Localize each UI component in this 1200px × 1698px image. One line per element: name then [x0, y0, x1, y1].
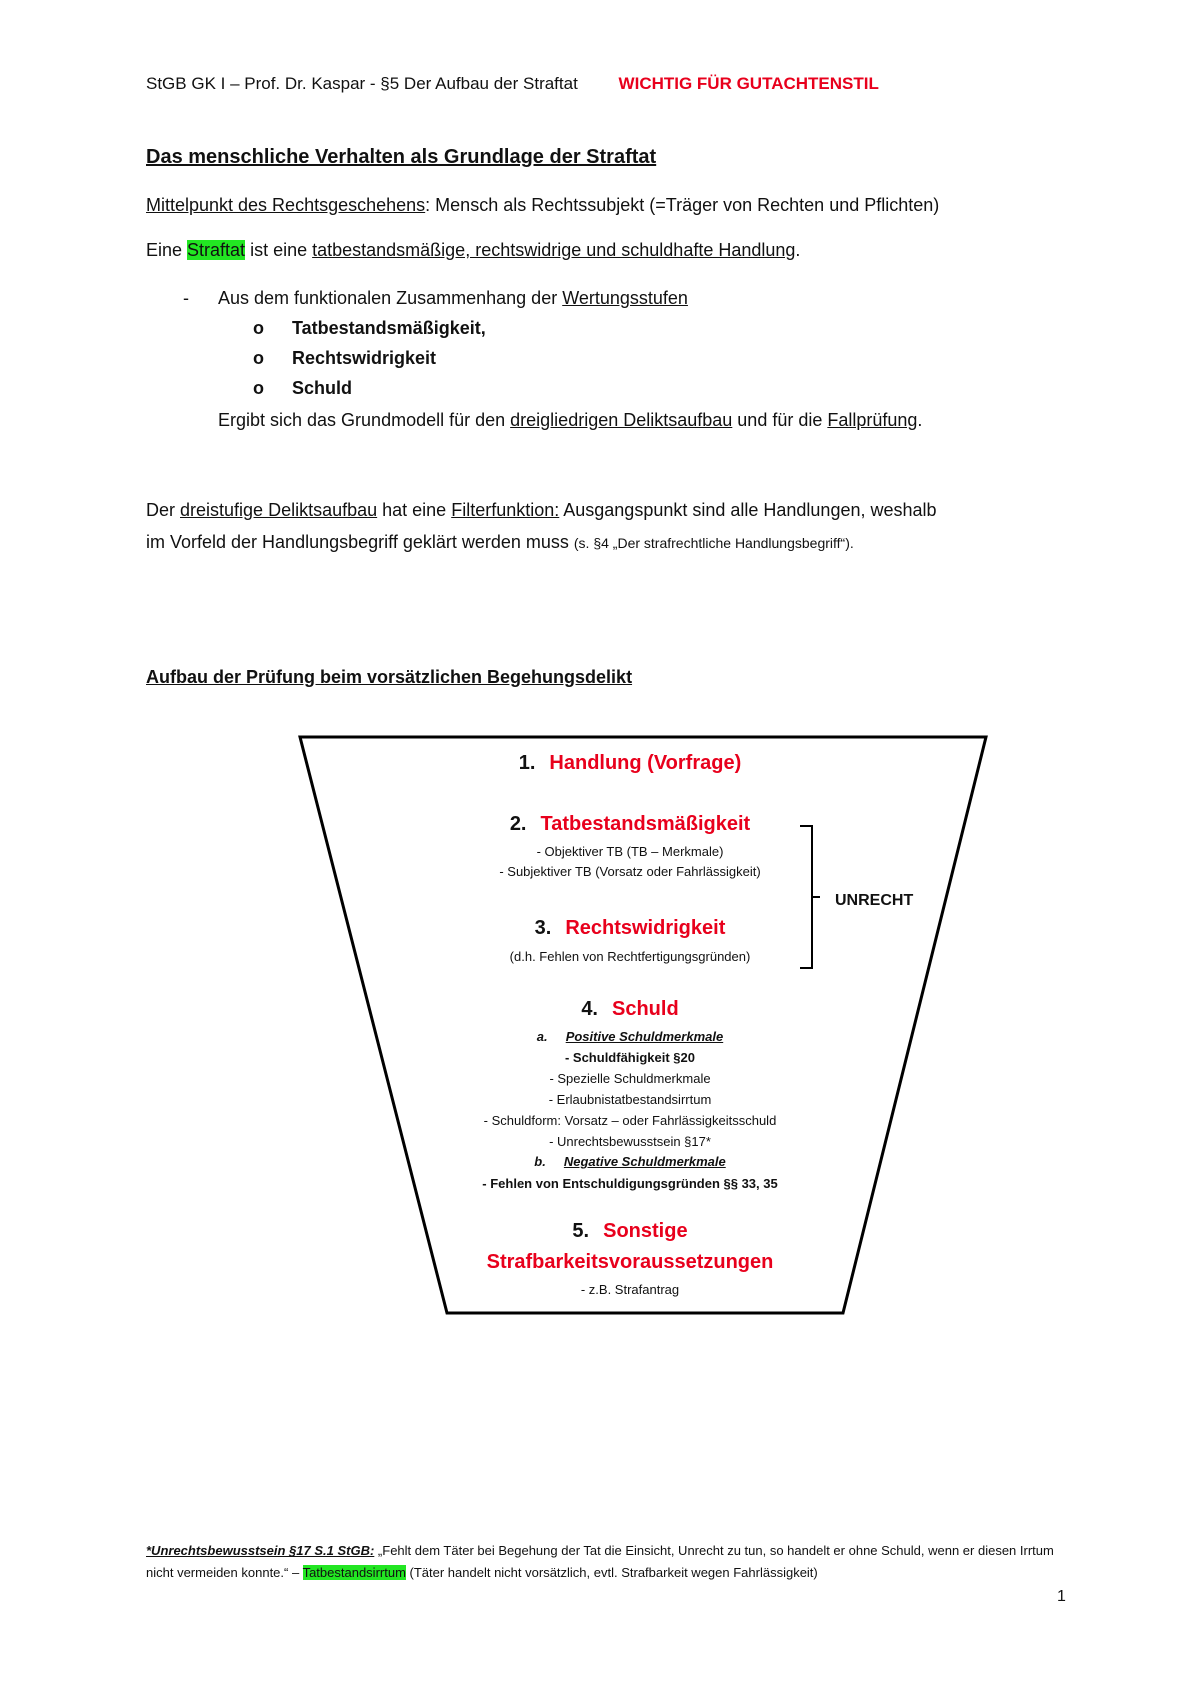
- para-mid: hat eine: [377, 500, 452, 520]
- subbullet-marker: o: [253, 378, 264, 398]
- para-text: Ausgangspunkt sind alle Handlungen, weshalb: [559, 500, 937, 520]
- funnel-item-4: [300, 998, 960, 1021]
- bullet-underlined: Wertungsstufen: [562, 288, 688, 308]
- item4-a-text: Positive Schuldmerkmale: [565, 1029, 724, 1044]
- para-pre: Der: [146, 500, 181, 520]
- item4-a-letter: a.: [536, 1029, 548, 1044]
- para-ref: (s. §4 „Der strafrechtliche Handlungsbegriff“).: [573, 535, 854, 551]
- funnel-item-3: [300, 917, 960, 940]
- item1-name: Handlung (Vorfrage): [549, 752, 742, 774]
- item4-b: [300, 1152, 960, 1172]
- item2-sub-1: - Objektiver TB (TB – Merkmale): [536, 844, 724, 859]
- label-rechtsgeschehen: Mittelpunkt des Rechtsgeschehens: [146, 195, 426, 215]
- item3-sub: (d.h. Fehlen von Rechtfertigungsgründen): [509, 949, 751, 964]
- result-mid: und für die: [732, 410, 828, 430]
- subitem-3: Schuld: [292, 378, 353, 398]
- item4-sub-4: - Schuldform: Vorsatz – oder Fahrlässigkeitsschuld: [483, 1113, 777, 1128]
- funnel-item-1: [300, 752, 960, 775]
- item2-sub-2: - Subjektiver TB (Vorsatz oder Fahrlässigkeit): [499, 864, 761, 879]
- item5-num: 5.: [572, 1220, 590, 1242]
- item4-sub-last: - Fehlen von Entschuldigungsgründen §§ 33, 35: [482, 1176, 778, 1191]
- footnote-lead: *Unrechtsbewusstsein §17 S.1 StGB:: [146, 1543, 375, 1558]
- item2-name: Tatbestandsmäßigkeit: [540, 813, 751, 835]
- header-title: StGB GK I – Prof. Dr. Kaspar - §5 Der Aufbau der Straftat: [146, 74, 578, 93]
- line2-post: .: [795, 240, 801, 260]
- highlight-straftat: Straftat: [187, 240, 246, 260]
- subbullet-marker: o: [253, 318, 264, 338]
- item4-sub-2: - Spezielle Schuldmerkmale: [549, 1071, 711, 1086]
- item3-num: 3.: [534, 917, 552, 939]
- bullet-dash: -: [183, 288, 189, 308]
- page-number: 1: [1057, 1588, 1066, 1605]
- item5-sub: - z.B. Strafantrag: [580, 1282, 680, 1297]
- subitem-2: Rechtswidrigkeit: [292, 348, 437, 368]
- subbullet-marker: o: [253, 348, 264, 368]
- para-line2-text: im Vorfeld der Handlungsbegriff geklärt werden muss: [146, 532, 574, 552]
- funnel-item-5: [300, 1220, 960, 1243]
- line1-text: : Mensch als Rechtssubjekt (=Träger von Rechten und Pflichten): [425, 195, 940, 215]
- item5-name2: Strafbarkeitsvoraussetzungen: [486, 1251, 774, 1273]
- funnel-item-5b: [300, 1251, 960, 1274]
- result-u1: dreigliedrigen Deliktsaufbau: [510, 410, 733, 430]
- line2-pre: Eine: [146, 240, 188, 260]
- item4-b-letter: b.: [534, 1154, 546, 1169]
- item4-b-text: Negative Schuldmerkmale: [563, 1154, 726, 1169]
- result-pre: Ergibt sich das Grundmodell für den: [218, 410, 511, 430]
- para-u2: Filterfunktion:: [451, 500, 560, 520]
- unrecht-label: UNRECHT: [835, 892, 914, 909]
- para-u1: dreistufige Deliktsaufbau: [180, 500, 378, 520]
- result-post: .: [917, 410, 923, 430]
- item4-num: 4.: [581, 998, 598, 1020]
- item4-sub-1: - Schuldfähigkeit §20: [564, 1050, 696, 1065]
- item5-name1: Sonstige: [603, 1220, 688, 1242]
- item4-sub-3: - Erlaubnistatbestandsirrtum: [548, 1092, 712, 1107]
- line2-underlined: tatbestandsmäßige, rechtswidrige und schuldhafte Handlung: [312, 240, 796, 260]
- section2-title: Aufbau der Prüfung beim vorsätzlichen Begehungsdelikt: [146, 667, 633, 687]
- header-note: WICHTIG FÜR GUTACHTENSTIL: [618, 74, 879, 93]
- item1-num: 1.: [518, 752, 536, 774]
- section-title: Das menschliche Verhalten als Grundlage der Straftat: [146, 146, 657, 168]
- line2-mid: ist eine: [245, 240, 313, 260]
- footnote: [146, 1540, 1056, 1584]
- item4-sub-5: - Unrechtsbewusstsein §17*: [549, 1134, 711, 1149]
- item4-a: [300, 1027, 960, 1047]
- item4-name: Schuld: [612, 998, 679, 1020]
- funnel-item-2: [300, 813, 960, 836]
- bullet-pre: Aus dem funktionalen Zusammenhang der: [218, 288, 563, 308]
- footnote-highlight: Tatbestandsirrtum: [302, 1565, 406, 1580]
- subitem-1: Tatbestandsmäßigkeit,: [292, 318, 486, 338]
- footnote-quote: „Fehlt dem Täter bei Begehung der Tat die Einsicht, Unrecht zu tun, so handelt er ohne Schuld, wenn er diesen Irrtum nicht vermeiden konnte.“ –: [146, 1543, 1054, 1580]
- footnote-post: (Täter handelt nicht vorsätzlich, evtl. Strafbarkeit wegen Fahrlässigkeit): [405, 1565, 818, 1580]
- item3-name: Rechtswidrigkeit: [565, 917, 726, 939]
- result-u2: Fallprüfung: [827, 410, 918, 430]
- item2-num: 2.: [509, 813, 527, 835]
